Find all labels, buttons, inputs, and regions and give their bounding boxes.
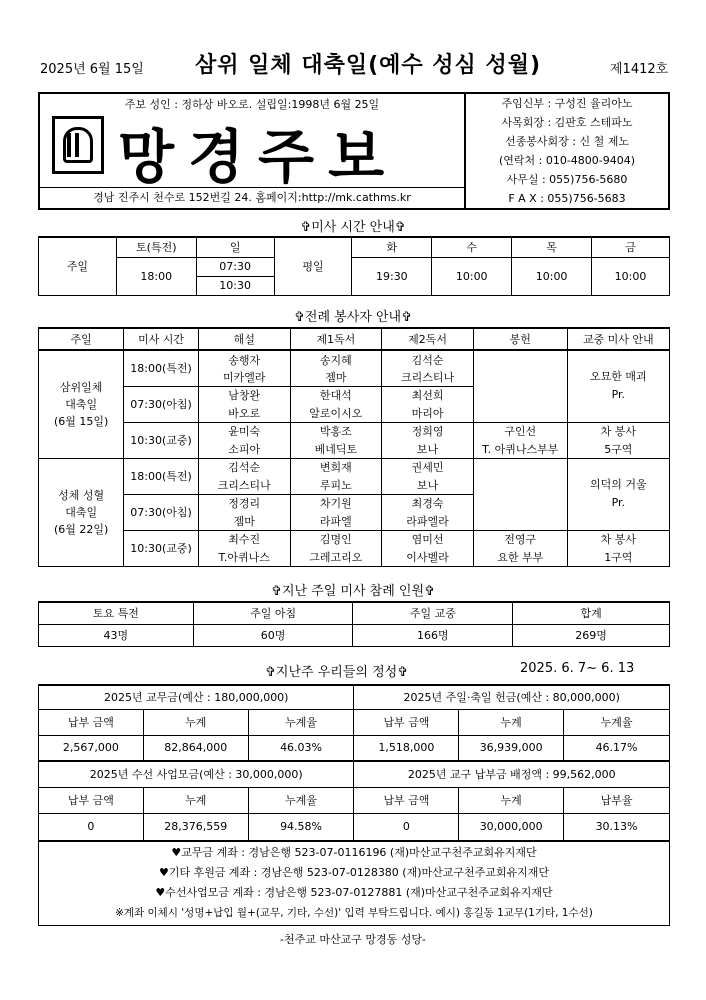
col-head: 누계 bbox=[143, 709, 248, 735]
reader1: 그레고리오 bbox=[290, 548, 382, 566]
footer: -천주교 마산교구 망경동 성당- bbox=[280, 933, 426, 946]
servers-table bbox=[38, 327, 670, 567]
amount: 46.03% bbox=[248, 735, 354, 761]
commentator: 남창완 bbox=[198, 386, 290, 404]
reader1: 송지혜 bbox=[290, 350, 382, 368]
col-head: 주일 bbox=[39, 328, 124, 350]
reader1: 차기원 bbox=[290, 494, 382, 512]
col-head: 납부 금액 bbox=[39, 709, 144, 735]
amount: 82,864,000 bbox=[143, 735, 248, 761]
attendance-value: 43명 bbox=[39, 624, 194, 646]
parish-logo-icon bbox=[52, 116, 104, 174]
account-line: ♥교무금 계좌 : 경남은행 523-07-0116196 (재)마산교구천주교회유지재단 bbox=[171, 846, 537, 860]
commentator: T.아퀴나스 bbox=[198, 548, 290, 566]
page-title: 삼위 일체 대축일(예수 성심 성월) bbox=[195, 53, 542, 78]
reader1: 젬마 bbox=[290, 368, 382, 386]
mass-notice: 오묘한 매괴 Pr. bbox=[567, 350, 669, 422]
col-head: 납부 금액 bbox=[354, 709, 459, 735]
amount: 46.17% bbox=[564, 735, 670, 761]
reader2: 라파엘라 bbox=[382, 512, 474, 530]
account-note: ※계좌 이체시 '성명+납입 월+(교무, 기타, 수선)' 입력 부탁드립니다. 예시) 홍길동 1교무(1기타, 1수선) bbox=[115, 907, 593, 920]
col-head: 미사 시간 bbox=[124, 328, 199, 350]
reader1: 알로이시오 bbox=[290, 404, 382, 422]
col-head: 누계율 bbox=[564, 709, 670, 735]
amount: 0 bbox=[354, 813, 459, 841]
sat-head: 토(특전) bbox=[116, 237, 196, 257]
contact-list bbox=[466, 94, 668, 208]
col-head: 토요 특전 bbox=[39, 602, 194, 624]
reader1: 김명인 bbox=[290, 530, 382, 548]
mass-time: 10:30(교중) bbox=[124, 422, 199, 458]
reader2: 보나 bbox=[382, 440, 474, 458]
col-head: 교중 미사 안내 bbox=[567, 328, 669, 350]
patron-info: 주보 성인 : 정하상 바오로. 설립일:1998년 6월 25일 bbox=[124, 98, 380, 111]
col-head: 누계 bbox=[143, 787, 248, 813]
attendance-table bbox=[38, 601, 670, 647]
contact-line: 선종봉사회장 : 신 철 제노 bbox=[505, 135, 629, 148]
col-head: 제1독서 bbox=[290, 328, 382, 350]
col-head: 납부 금액 bbox=[39, 787, 144, 813]
commentator: 소피아 bbox=[198, 440, 290, 458]
col-head: 누계율 bbox=[248, 787, 354, 813]
commentator: 송행자 bbox=[198, 350, 290, 368]
reader2: 크리스티나 bbox=[382, 368, 474, 386]
offering: T. 아퀴나스부부 bbox=[473, 440, 567, 458]
notice2: 차 봉사 bbox=[567, 422, 669, 440]
commentator: 김석순 bbox=[198, 458, 290, 476]
sun-time: 10:30 bbox=[196, 276, 274, 295]
budget-title: 2025년 주일·축일 헌금(예산 : 80,000,000) bbox=[354, 685, 670, 709]
attendance-value: 269명 bbox=[513, 624, 670, 646]
mass-notice: 의덕의 거울 Pr. bbox=[567, 458, 669, 530]
tue-head: 화 bbox=[352, 237, 432, 257]
reader1: 박홍조 bbox=[290, 422, 382, 440]
masthead-box bbox=[38, 92, 670, 210]
fri-head: 금 bbox=[592, 237, 670, 257]
amount: 30.13% bbox=[564, 813, 670, 841]
mass-times-table bbox=[38, 236, 670, 296]
offering: 구인선 bbox=[473, 422, 567, 440]
attendance-title: ✞지난 주일 미사 참례 인원✞ bbox=[271, 584, 435, 599]
commentator: 바오로 bbox=[198, 404, 290, 422]
reader1: 변희재 bbox=[290, 458, 382, 476]
contact-line: (연락처 : 010-4800-9404) bbox=[498, 154, 636, 167]
account-info bbox=[39, 841, 670, 925]
thu-time: 10:00 bbox=[512, 257, 592, 295]
issue-number: 제1412호 bbox=[610, 62, 669, 77]
mass-time: 07:30(아침) bbox=[124, 494, 199, 530]
offering: 요한 부부 bbox=[473, 548, 567, 566]
col-head: 납부율 bbox=[564, 787, 670, 813]
budget-title: 2025년 교무금(예산 : 180,000,000) bbox=[39, 685, 354, 709]
servers-title: ✞전례 봉사자 안내✞ bbox=[294, 310, 412, 325]
commentator: 최수진 bbox=[198, 530, 290, 548]
mass-time: 07:30(아침) bbox=[124, 386, 199, 422]
col-head: 제2독서 bbox=[382, 328, 474, 350]
offering: 전영구 bbox=[473, 530, 567, 548]
offering-empty bbox=[473, 350, 567, 422]
mass-time: 18:00(특전) bbox=[124, 458, 199, 494]
sat-time: 18:00 bbox=[116, 257, 196, 295]
masthead-left bbox=[40, 94, 466, 208]
thu-head: 목 bbox=[512, 237, 592, 257]
attendance-value: 166명 bbox=[353, 624, 513, 646]
notice2: 1구역 bbox=[567, 548, 669, 566]
reader2: 보나 bbox=[382, 476, 474, 494]
contact-line: 사무실 : 055)756-5680 bbox=[506, 173, 628, 186]
mass-time: 18:00(특전) bbox=[124, 350, 199, 386]
offering-empty bbox=[473, 458, 567, 530]
finance-period: 2025. 6. 7~ 6. 13 bbox=[520, 661, 635, 676]
commentator: 크리스티나 bbox=[198, 476, 290, 494]
col-head: 누계율 bbox=[248, 709, 354, 735]
reader1: 한대석 bbox=[290, 386, 382, 404]
contact-line: 주임신부 : 구성진 율리아노 bbox=[501, 97, 633, 110]
reader2: 염미선 bbox=[382, 530, 474, 548]
commentator: 정경리 bbox=[198, 494, 290, 512]
amount: 28,376,559 bbox=[143, 813, 248, 841]
amount: 36,939,000 bbox=[459, 735, 564, 761]
commentator: 미카엘라 bbox=[198, 368, 290, 386]
sunday-name: 삼위일체 대축일 (6월 15일) bbox=[39, 350, 124, 458]
finance-table bbox=[38, 684, 670, 926]
reader1: 루피노 bbox=[290, 476, 382, 494]
fri-time: 10:00 bbox=[592, 257, 670, 295]
reader2: 권세민 bbox=[382, 458, 474, 476]
amount: 2,567,000 bbox=[39, 735, 144, 761]
sunday-name: 성체 성혈 대축일 (6월 22일) bbox=[39, 458, 124, 566]
reader2: 마리아 bbox=[382, 404, 474, 422]
budget-title: 2025년 수선 사업모금(예산 : 30,000,000) bbox=[39, 761, 354, 787]
col-head: 봉헌 bbox=[473, 328, 567, 350]
reader2: 이사벨라 bbox=[382, 548, 474, 566]
issue-date: 2025년 6월 15일 bbox=[40, 62, 144, 77]
col-head: 주일 교중 bbox=[353, 602, 513, 624]
tue-time: 19:30 bbox=[352, 257, 432, 295]
mass-time: 10:30(교중) bbox=[124, 530, 199, 566]
col-head: 합계 bbox=[513, 602, 670, 624]
budget-title: 2025년 교구 납부금 배정액 : 99,562,000 bbox=[354, 761, 670, 787]
reader2: 최선희 bbox=[382, 386, 474, 404]
account-line: ♥수선사업모금 계좌 : 경남은행 523-07-0127881 (재)마산교구천주교회유지재단 bbox=[155, 886, 553, 900]
col-head: 주일 아침 bbox=[193, 602, 353, 624]
amount: 1,518,000 bbox=[354, 735, 459, 761]
contact-line: F A X : 055)756-5683 bbox=[508, 192, 626, 205]
wed-time: 10:00 bbox=[432, 257, 512, 295]
notice2: 5구역 bbox=[567, 440, 669, 458]
amount: 0 bbox=[39, 813, 144, 841]
weekday-label: 평일 bbox=[274, 237, 352, 295]
sunday-label: 주일 bbox=[39, 237, 117, 295]
reader1: 베네딕토 bbox=[290, 440, 382, 458]
wed-head: 수 bbox=[432, 237, 512, 257]
col-head: 누계 bbox=[459, 787, 564, 813]
commentator: 젬마 bbox=[198, 512, 290, 530]
reader1: 라파엘 bbox=[290, 512, 382, 530]
address-line: 경남 진주시 천수로 152번길 24. 홈페이지:http://mk.cathms.kr bbox=[40, 187, 464, 208]
reader2: 김석순 bbox=[382, 350, 474, 368]
sun-head: 일 bbox=[196, 237, 274, 257]
reader2: 최경숙 bbox=[382, 494, 474, 512]
commentator: 윤미숙 bbox=[198, 422, 290, 440]
amount: 30,000,000 bbox=[459, 813, 564, 841]
contact-line: 사목회장 : 김판호 스테파노 bbox=[501, 116, 633, 129]
reader2: 정희영 bbox=[382, 422, 474, 440]
attendance-value: 60명 bbox=[193, 624, 353, 646]
col-head: 누계 bbox=[459, 709, 564, 735]
col-head: 해설 bbox=[198, 328, 290, 350]
amount: 94.58% bbox=[248, 813, 354, 841]
account-line: ♥기타 후원금 계좌 : 경남은행 523-07-0128380 (재)마산교구천주교회유지재단 bbox=[158, 866, 550, 880]
mass-times-title: ✞미사 시간 안내✞ bbox=[300, 220, 406, 235]
masthead-title: 망경주보 bbox=[118, 123, 399, 191]
finance-title: ✞지난주 우리들의 정성✞ bbox=[265, 665, 409, 680]
col-head: 납부 금액 bbox=[354, 787, 459, 813]
notice2: 차 봉사 bbox=[567, 530, 669, 548]
sun-time: 07:30 bbox=[196, 257, 274, 276]
